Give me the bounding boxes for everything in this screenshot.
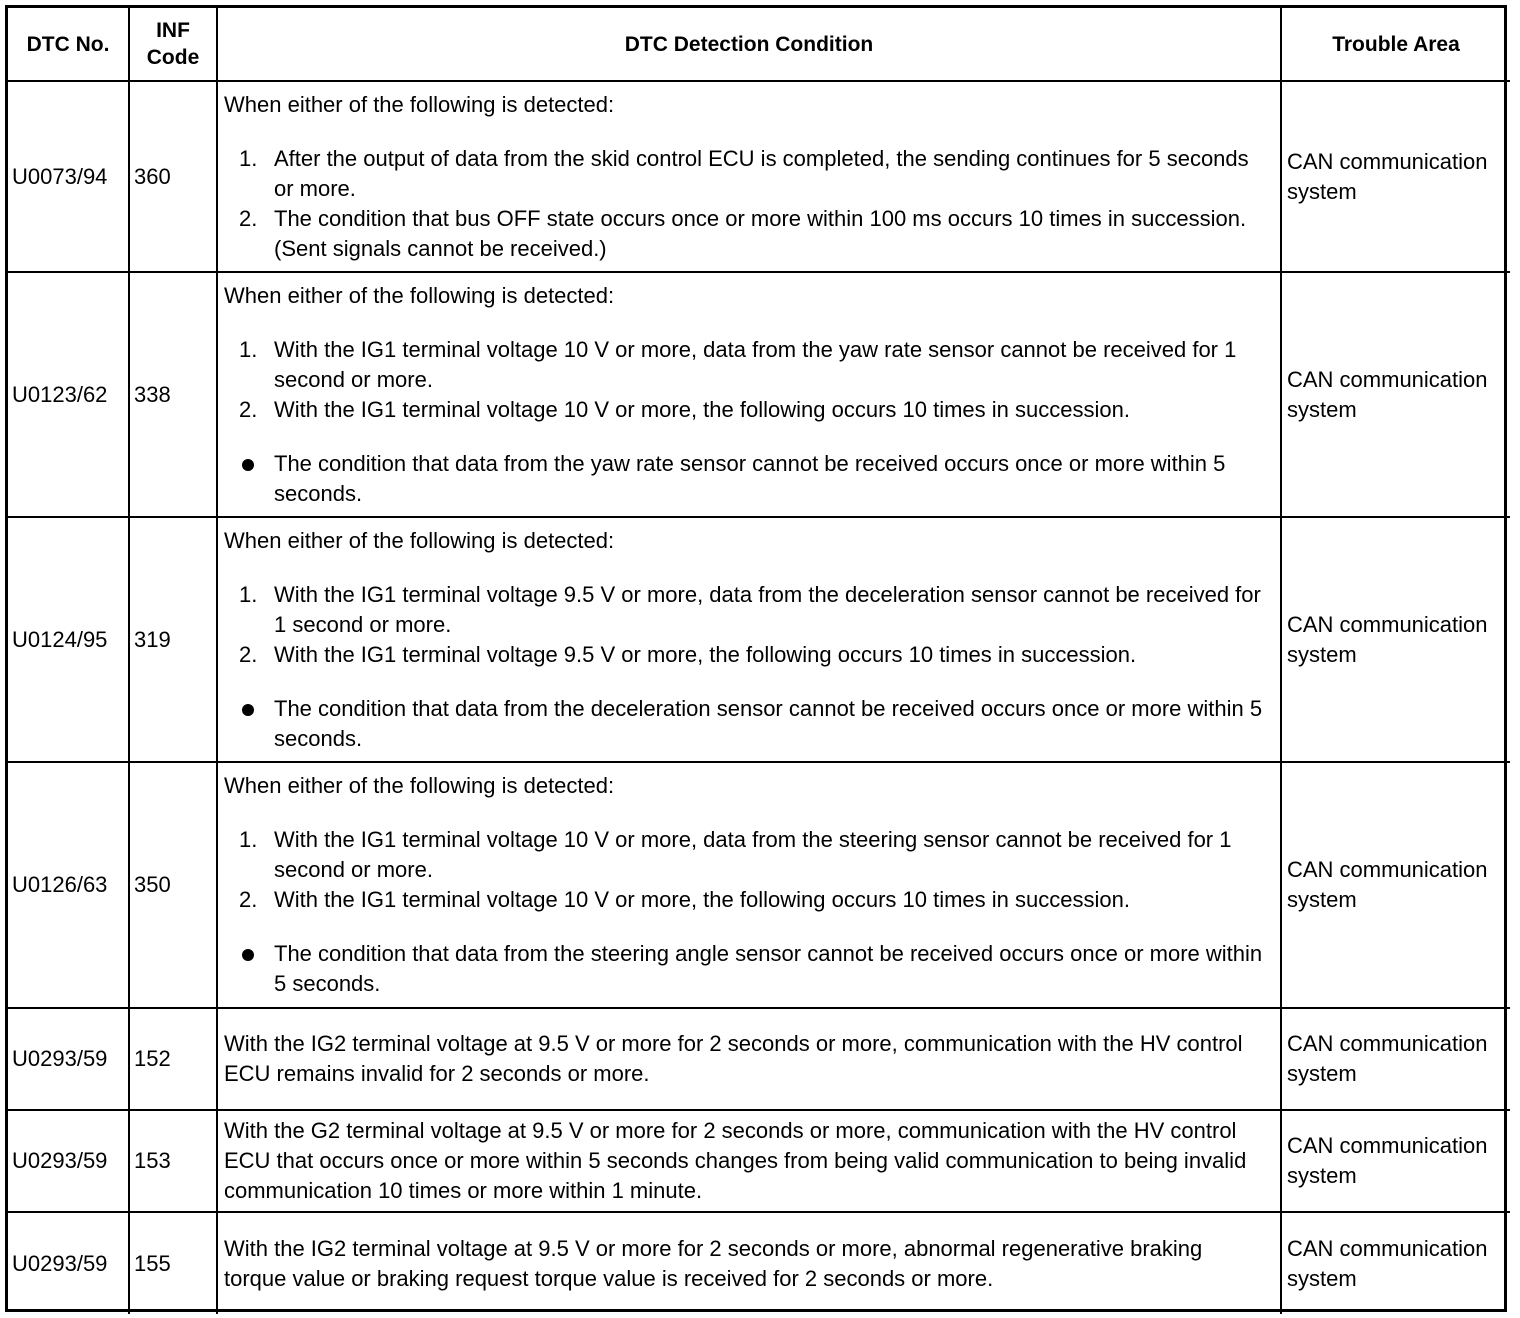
detection-condition [217, 762, 1281, 1008]
dtc-number: U0123/62 [8, 272, 129, 517]
inf-code: 152 [129, 1008, 217, 1110]
table-row [8, 1110, 1510, 1212]
dtc-number: U0293/59 [8, 1110, 129, 1212]
bullet-text: The condition that data from the yaw rate sensor cannot be received occurs once or more within 5 seconds. [274, 450, 1226, 506]
item-text: With the IG1 terminal voltage 10 V or more, data from the yaw rate sensor cannot be received for 1 second or more. [274, 336, 1237, 392]
condition-intro: When either of the following is detected: [224, 91, 615, 117]
bullet-item [224, 694, 1266, 754]
inf-code: 155 [129, 1212, 217, 1314]
inf-code: 319 [129, 517, 217, 762]
bullet-text: The condition that data from the deceleration sensor cannot be received occurs once or more within 5 seconds. [274, 695, 1263, 751]
inf-code: 338 [129, 272, 217, 517]
condition-intro: When either of the following is detected: [224, 282, 615, 308]
bullet-item [224, 939, 1266, 999]
inf-code: 153 [129, 1110, 217, 1212]
header-inf-code: INF Code [129, 8, 217, 81]
item-number: 2. [239, 887, 258, 912]
detection-condition [217, 517, 1281, 762]
table-row [8, 81, 1510, 272]
condition-intro: When either of the following is detected: [224, 527, 615, 553]
dtc-number: U0073/94 [8, 81, 129, 272]
item-number: 2. [239, 641, 258, 667]
table-row [8, 1008, 1510, 1110]
inf-code: 360 [129, 81, 217, 272]
numbered-item [224, 580, 1266, 640]
item-number: 1. [239, 827, 258, 852]
inf-code: 350 [129, 762, 217, 1008]
condition-text: With the IG2 terminal voltage at 9.5 V or more for 2 seconds or more, communication with the HV control ECU remains invalid for 2 seconds or more. [224, 1031, 1243, 1086]
item-number: 1. [239, 581, 258, 607]
item-text: With the IG1 terminal voltage 10 V or more, data from the steering sensor cannot be received for 1 second or more. [274, 827, 1232, 882]
table-row [8, 517, 1510, 762]
item-number: 1. [239, 145, 258, 171]
detection-condition [217, 1008, 1281, 1110]
condition-intro: When either of the following is detected: [224, 773, 615, 798]
dtc-table-frame [5, 5, 1507, 1312]
item-text: With the IG1 terminal voltage 9.5 V or more, data from the deceleration sensor cannot be received for 1 second or more. [274, 581, 1261, 637]
detection-condition [217, 272, 1281, 517]
trouble-area: CAN communication system [1281, 762, 1510, 1008]
table-row [8, 272, 1510, 517]
bullet-dot-icon [242, 949, 254, 961]
item-number: 2. [239, 396, 258, 422]
bullet-text: The condition that data from the steering angle sensor cannot be received occurs once or more within 5 seconds. [274, 941, 1263, 996]
header-detection-condition: DTC Detection Condition [217, 8, 1281, 81]
dtc-number: U0293/59 [8, 1008, 129, 1110]
numbered-item [224, 144, 1266, 204]
bullet-dot-icon [242, 704, 254, 716]
item-text: The condition that bus OFF state occurs once or more within 100 ms occurs 10 times in succession. (Sent signals cannot be received.) [274, 205, 1247, 261]
condition-text: With the IG2 terminal voltage at 9.5 V or more for 2 seconds or more, abnormal regenerative braking torque value or braking request torque value is received for 2 seconds or more. [224, 1235, 1203, 1291]
item-text: With the IG1 terminal voltage 10 V or more, the following occurs 10 times in succession. [274, 396, 1130, 422]
condition-text: With the G2 terminal voltage at 9.5 V or more for 2 seconds or more, communication with the HV control ECU that occurs once or more within 5 seconds changes from being valid communication to being invalid communication 10 times or more within 1 minute. [224, 1118, 1247, 1203]
numbered-item [224, 204, 1266, 264]
numbered-item [224, 885, 1266, 915]
detection-condition [217, 81, 1281, 272]
numbered-item [224, 335, 1266, 395]
numbered-item [224, 395, 1266, 425]
item-text: After the output of data from the skid control ECU is completed, the sending continues for 5 seconds or more. [274, 145, 1249, 201]
header-row [8, 8, 1510, 81]
bullet-item [224, 449, 1266, 509]
table-row [8, 1212, 1510, 1314]
dtc-number: U0126/63 [8, 762, 129, 1008]
trouble-area: CAN communication system [1281, 81, 1510, 272]
header-trouble-area: Trouble Area [1281, 8, 1510, 81]
numbered-item [224, 825, 1266, 885]
item-number: 2. [239, 205, 258, 231]
trouble-area: CAN communication system [1281, 1212, 1510, 1314]
dtc-table [8, 8, 1510, 1314]
detection-condition [217, 1110, 1281, 1212]
numbered-item [224, 640, 1266, 670]
dtc-number: U0293/59 [8, 1212, 129, 1314]
trouble-area: CAN communication system [1281, 1110, 1510, 1212]
header-dtc-no: DTC No. [8, 8, 129, 81]
trouble-area: CAN communication system [1281, 272, 1510, 517]
item-number: 1. [239, 336, 258, 362]
dtc-number: U0124/95 [8, 517, 129, 762]
item-text: With the IG1 terminal voltage 9.5 V or more, the following occurs 10 times in succession. [274, 641, 1137, 667]
table-row [8, 762, 1510, 1008]
item-text: With the IG1 terminal voltage 10 V or more, the following occurs 10 times in succession. [274, 887, 1130, 912]
trouble-area: CAN communication system [1281, 517, 1510, 762]
trouble-area: CAN communication system [1281, 1008, 1510, 1110]
detection-condition [217, 1212, 1281, 1314]
bullet-dot-icon [242, 459, 254, 471]
